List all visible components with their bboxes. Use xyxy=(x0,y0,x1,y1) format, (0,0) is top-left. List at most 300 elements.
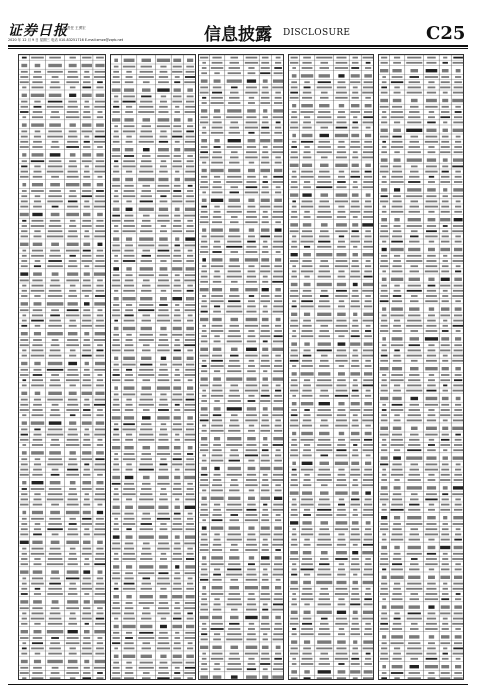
table-cell-text xyxy=(82,518,91,520)
table-cell-text xyxy=(68,434,78,436)
table-cell-text xyxy=(49,94,62,97)
table-cell-text xyxy=(202,460,207,462)
table-cell-text xyxy=(443,456,448,459)
table-cell-text xyxy=(160,595,168,598)
table-cell-text xyxy=(21,399,28,401)
table-cell-text xyxy=(201,574,208,576)
table-cell-text xyxy=(442,330,449,332)
table-cell-text xyxy=(290,157,298,159)
table-cell-text xyxy=(335,164,347,167)
table-cell-text xyxy=(185,439,196,441)
table-cell-text xyxy=(172,625,182,628)
table-cell-text xyxy=(425,337,438,340)
table-cell-text xyxy=(429,111,434,113)
table-cell-text xyxy=(353,122,358,124)
table-cell-text xyxy=(440,218,450,221)
table-cell-text xyxy=(175,637,180,639)
table-cell-text xyxy=(214,407,221,410)
table-cell-text xyxy=(393,260,401,262)
table-cell-text xyxy=(200,484,209,486)
table-cell-text xyxy=(353,253,358,256)
table-cell-text xyxy=(96,618,104,620)
table-cell-text xyxy=(391,374,403,376)
table-cell-text xyxy=(142,446,150,449)
table-cell-text xyxy=(452,558,464,560)
table-cell-text xyxy=(31,421,44,424)
table-cell-text xyxy=(302,425,312,427)
table-cell-text xyxy=(316,514,332,516)
table-cell-text xyxy=(442,434,449,436)
table-cell-text xyxy=(318,604,331,606)
table-cell-text xyxy=(68,332,78,335)
section-title: 信息披露 xyxy=(204,25,272,45)
table-cell-text xyxy=(292,335,297,337)
table-cell-text xyxy=(394,677,399,679)
table-cell-text xyxy=(302,462,313,465)
table-cell-text xyxy=(406,523,422,525)
table-cell-text xyxy=(453,195,464,197)
table-cell-text xyxy=(320,593,329,595)
table-cell-text xyxy=(302,134,313,137)
table-cell-text xyxy=(83,474,90,476)
table-cell-text xyxy=(212,57,221,59)
table-cell-text xyxy=(275,653,281,655)
table-cell-text xyxy=(260,663,270,665)
table-cell-text xyxy=(427,583,436,585)
table-cell-text xyxy=(393,427,402,430)
table-cell-text xyxy=(68,265,78,267)
table-cell-text xyxy=(230,122,238,124)
table-cell-text xyxy=(382,569,386,571)
table-cell-text xyxy=(453,225,463,227)
table-cell-text xyxy=(213,574,221,576)
table-cell-text xyxy=(317,379,331,381)
table-cell-text xyxy=(126,304,132,306)
table-cell-text xyxy=(247,604,256,606)
table-cell-text xyxy=(143,280,150,282)
table-cell-text xyxy=(291,246,297,248)
disclosure-column-2 xyxy=(110,54,196,680)
table-cell-text xyxy=(291,57,298,59)
table-cell-text xyxy=(188,642,193,644)
table-cell-text xyxy=(213,216,222,218)
table-cell-text xyxy=(228,563,240,565)
table-cell-text xyxy=(158,446,170,449)
table-cell-text xyxy=(290,290,298,292)
table-cell-text xyxy=(96,518,104,520)
table-cell-text xyxy=(275,420,281,422)
table-cell-text xyxy=(187,96,194,98)
table-cell-text xyxy=(213,609,222,611)
table-cell-text xyxy=(452,166,464,168)
table-cell-text xyxy=(410,265,418,267)
table-cell-text xyxy=(260,598,270,600)
table-cell-text xyxy=(262,157,269,159)
table-cell-text xyxy=(363,246,373,248)
table-cell-text xyxy=(22,518,27,520)
table-cell-text xyxy=(442,528,449,530)
table-cell-text xyxy=(114,588,119,590)
table-cell-text xyxy=(21,201,28,203)
table-cell-text xyxy=(200,92,209,94)
table-cell-text xyxy=(365,658,371,660)
table-cell-text xyxy=(453,260,464,262)
table-cell-text xyxy=(290,92,298,94)
table-cell-text xyxy=(112,613,121,615)
table-cell-text xyxy=(352,97,359,99)
table-cell-text xyxy=(320,201,329,203)
table-cell-text xyxy=(391,344,403,346)
table-cell-text xyxy=(229,295,239,297)
table-cell-text xyxy=(428,344,434,346)
table-cell-text xyxy=(35,588,41,590)
table-cell-text xyxy=(161,160,166,162)
table-cell-text xyxy=(394,290,401,292)
table-cell-text xyxy=(428,218,436,221)
table-cell-text xyxy=(442,69,449,72)
table-cell-text xyxy=(174,350,181,352)
table-cell-text xyxy=(302,653,311,655)
table-cell-text xyxy=(442,236,449,238)
table-cell-text xyxy=(113,464,119,466)
table-cell-text xyxy=(394,285,399,287)
table-cell-text xyxy=(392,469,403,471)
table-cell-text xyxy=(390,642,403,644)
table-cell-text xyxy=(34,230,40,232)
table-cell-text xyxy=(230,579,238,581)
table-cell-text xyxy=(82,325,92,327)
table-cell-text xyxy=(186,625,194,628)
table-cell-text xyxy=(174,344,180,346)
table-cell-text xyxy=(364,670,373,673)
table-cell-text xyxy=(351,265,359,267)
table-cell-text xyxy=(21,71,28,73)
table-cell-text xyxy=(407,92,422,94)
table-cell-text xyxy=(246,57,258,59)
table-cell-text xyxy=(440,414,450,416)
table-cell-text xyxy=(381,122,387,124)
table-cell-text xyxy=(50,379,60,381)
table-cell-text xyxy=(442,563,449,565)
table-cell-text xyxy=(173,357,181,360)
table-cell-text xyxy=(85,166,89,168)
table-cell-text xyxy=(380,397,388,400)
table-cell-text xyxy=(210,236,223,238)
table-cell-text xyxy=(352,360,359,362)
table-cell-text xyxy=(365,499,372,501)
table-cell-text xyxy=(364,534,372,536)
table-cell-text xyxy=(157,285,169,287)
table-cell-text xyxy=(95,166,105,168)
table-cell-text xyxy=(175,309,180,311)
table-cell-text xyxy=(391,635,403,638)
table-cell-text xyxy=(275,162,282,164)
table-cell-text xyxy=(408,509,420,511)
table-cell-text xyxy=(123,523,135,525)
table-cell-text xyxy=(67,339,78,341)
table-cell-text xyxy=(20,344,29,346)
table-cell-text xyxy=(336,653,348,655)
table-cell-text xyxy=(409,504,419,506)
table-cell-text xyxy=(139,237,153,240)
table-cell-text xyxy=(22,642,26,644)
table-cell-text xyxy=(202,330,207,332)
table-cell-text xyxy=(34,623,40,625)
table-cell-text xyxy=(82,64,92,67)
table-cell-text xyxy=(35,260,41,262)
table-cell-text xyxy=(139,535,154,538)
table-cell-text xyxy=(381,583,387,585)
table-cell-text xyxy=(443,320,447,322)
table-cell-text xyxy=(160,655,166,658)
table-cell-text xyxy=(275,390,281,392)
table-cell-text xyxy=(442,136,449,138)
table-cell-text xyxy=(453,648,463,650)
table-cell-text xyxy=(83,111,90,113)
table-cell-text xyxy=(173,260,182,262)
table-cell-text xyxy=(391,409,403,411)
table-cell-text xyxy=(407,158,422,161)
table-cell-text xyxy=(212,455,223,457)
table-cell-text xyxy=(125,506,133,509)
table-cell-text xyxy=(22,190,27,192)
table-cell-text xyxy=(245,325,258,327)
table-cell-text xyxy=(245,455,258,457)
table-cell-text xyxy=(85,230,89,232)
table-cell-text xyxy=(112,672,120,674)
table-cell-text xyxy=(363,122,374,124)
table-cell-text xyxy=(292,236,296,238)
table-cell-text xyxy=(157,155,169,157)
table-cell-text xyxy=(202,62,206,64)
table-cell-text xyxy=(274,139,283,142)
table-cell-text xyxy=(275,325,281,327)
table-cell-text xyxy=(214,211,221,213)
table-cell-text xyxy=(455,374,462,376)
table-cell-text xyxy=(22,255,27,257)
table-cell-text xyxy=(364,539,373,541)
table-cell-text xyxy=(442,265,449,267)
table-cell-text xyxy=(31,618,44,620)
table-cell-text xyxy=(453,516,463,519)
table-cell-text xyxy=(172,101,182,103)
table-cell-text xyxy=(365,558,371,560)
table-cell-text xyxy=(187,453,193,455)
table-cell-text xyxy=(84,404,90,406)
table-cell-text xyxy=(408,642,420,644)
table-cell-text xyxy=(114,290,118,292)
table-cell-text xyxy=(443,92,448,94)
table-cell-text xyxy=(363,186,374,188)
table-cell-text xyxy=(302,325,311,327)
table-cell-text xyxy=(210,365,223,367)
table-cell-text xyxy=(442,464,449,466)
table-cell-text xyxy=(67,439,79,441)
table-cell-text xyxy=(226,116,242,118)
table-cell-text xyxy=(66,379,79,381)
table-cell-text xyxy=(95,101,105,103)
table-cell-text xyxy=(304,146,309,148)
table-cell-text xyxy=(247,504,256,506)
table-cell-text xyxy=(291,146,297,148)
table-cell-text xyxy=(363,449,374,451)
table-cell-text xyxy=(67,76,78,78)
table-cell-text xyxy=(21,295,27,297)
table-cell-text xyxy=(290,325,298,327)
table-cell-text xyxy=(124,59,135,62)
table-cell-text xyxy=(246,311,256,313)
table-cell-text xyxy=(112,642,120,644)
masthead-rule xyxy=(8,45,468,47)
table-cell-text xyxy=(406,390,422,392)
table-cell-text xyxy=(22,116,26,118)
table-cell-text xyxy=(408,218,421,221)
table-cell-text xyxy=(441,569,449,571)
disclosure-column-5 xyxy=(378,54,464,680)
table-cell-text xyxy=(245,616,257,619)
table-cell-text xyxy=(453,583,463,585)
table-cell-text xyxy=(263,79,268,82)
table-cell-text xyxy=(263,407,268,410)
table-cell-text xyxy=(263,241,267,243)
table-cell-text xyxy=(275,490,282,492)
table-cell-text xyxy=(261,519,269,521)
table-cell-text xyxy=(262,251,269,253)
table-cell-text xyxy=(320,653,328,655)
table-cell-text xyxy=(290,623,299,625)
table-cell-text xyxy=(113,434,119,436)
table-cell-text xyxy=(442,658,449,660)
table-cell-text xyxy=(113,595,119,598)
table-cell-text xyxy=(394,385,400,387)
table-cell-text xyxy=(247,109,256,112)
table-cell-text xyxy=(425,434,437,436)
table-cell-text xyxy=(158,215,169,217)
table-cell-text xyxy=(426,588,436,590)
table-cell-text xyxy=(339,300,344,302)
table-cell-text xyxy=(443,653,448,655)
table-cell-text xyxy=(262,616,269,619)
table-cell-text xyxy=(212,549,222,551)
table-cell-text xyxy=(21,528,28,530)
table-cell-text xyxy=(143,81,150,83)
table-cell-text xyxy=(202,192,206,194)
table-cell-text xyxy=(139,304,153,306)
table-cell-text xyxy=(213,246,221,248)
table-cell-text xyxy=(411,360,418,362)
table-cell-text xyxy=(292,111,297,113)
table-cell-text xyxy=(362,551,374,554)
table-cell-text xyxy=(231,281,238,283)
table-cell-text xyxy=(301,141,313,143)
table-cell-text xyxy=(319,300,329,302)
table-cell-text xyxy=(185,667,195,669)
table-cell-text xyxy=(440,677,450,679)
table-cell-text xyxy=(160,297,167,300)
table-cell-text xyxy=(301,628,313,630)
table-cell-text xyxy=(363,320,374,322)
table-cell-text xyxy=(185,171,195,173)
table-cell-text xyxy=(114,523,119,525)
table-cell-text xyxy=(70,451,76,454)
table-cell-text xyxy=(260,236,270,238)
table-cell-text xyxy=(426,528,438,530)
table-cell-text xyxy=(410,337,419,340)
table-cell-text xyxy=(428,642,435,644)
table-cell-text xyxy=(49,648,61,650)
table-cell-text xyxy=(140,230,152,232)
table-cell-text xyxy=(174,578,181,580)
table-cell-text xyxy=(394,151,399,153)
table-cell-text xyxy=(380,136,388,138)
table-cell-text xyxy=(428,613,436,615)
table-cell-text xyxy=(428,605,434,608)
table-cell-text xyxy=(200,385,208,387)
table-cell-text xyxy=(229,395,240,397)
table-cell-text xyxy=(440,87,450,89)
table-cell-text xyxy=(184,672,196,674)
table-cell-text xyxy=(94,630,105,633)
table-cell-text xyxy=(188,379,193,381)
table-cell-text xyxy=(212,420,222,422)
table-cell-text xyxy=(173,96,181,98)
table-cell-text xyxy=(70,677,76,679)
table-cell-text xyxy=(124,648,135,650)
table-cell-text xyxy=(174,642,181,644)
table-cell-text xyxy=(319,628,329,630)
table-cell-text xyxy=(393,360,402,362)
table-cell-text xyxy=(317,444,331,446)
table-cell-text xyxy=(248,300,255,302)
table-cell-text xyxy=(274,658,282,660)
table-cell-text xyxy=(351,432,359,435)
table-cell-text xyxy=(362,420,374,422)
table-cell-text xyxy=(125,111,133,113)
table-cell-text xyxy=(158,315,170,317)
table-cell-text xyxy=(304,414,311,416)
table-cell-text xyxy=(95,64,104,67)
table-cell-text xyxy=(442,558,448,560)
table-cell-text xyxy=(261,395,270,397)
table-cell-text xyxy=(124,677,134,679)
table-cell-text xyxy=(114,488,118,490)
table-cell-text xyxy=(260,628,270,630)
table-cell-text xyxy=(96,355,104,357)
table-cell-text xyxy=(211,360,223,362)
table-cell-text xyxy=(338,474,346,476)
table-cell-text xyxy=(353,479,358,481)
table-cell-text xyxy=(114,648,118,650)
table-cell-text xyxy=(318,276,331,278)
table-cell-text xyxy=(337,479,346,481)
table-cell-text xyxy=(21,593,28,595)
table-cell-text xyxy=(352,260,359,262)
table-cell-text xyxy=(320,623,329,625)
table-cell-text xyxy=(318,176,330,178)
table-cell-text xyxy=(338,342,346,345)
table-cell-text xyxy=(248,67,254,69)
table-cell-text xyxy=(185,565,195,568)
table-cell-text xyxy=(112,315,120,317)
table-cell-text xyxy=(440,285,450,287)
table-cell-text xyxy=(409,539,420,541)
table-cell-text xyxy=(453,290,463,292)
table-cell-text xyxy=(273,407,283,410)
table-cell-text xyxy=(426,658,438,660)
table-cell-text xyxy=(49,320,61,322)
table-cell-text xyxy=(382,469,386,471)
table-cell-text xyxy=(20,176,28,178)
